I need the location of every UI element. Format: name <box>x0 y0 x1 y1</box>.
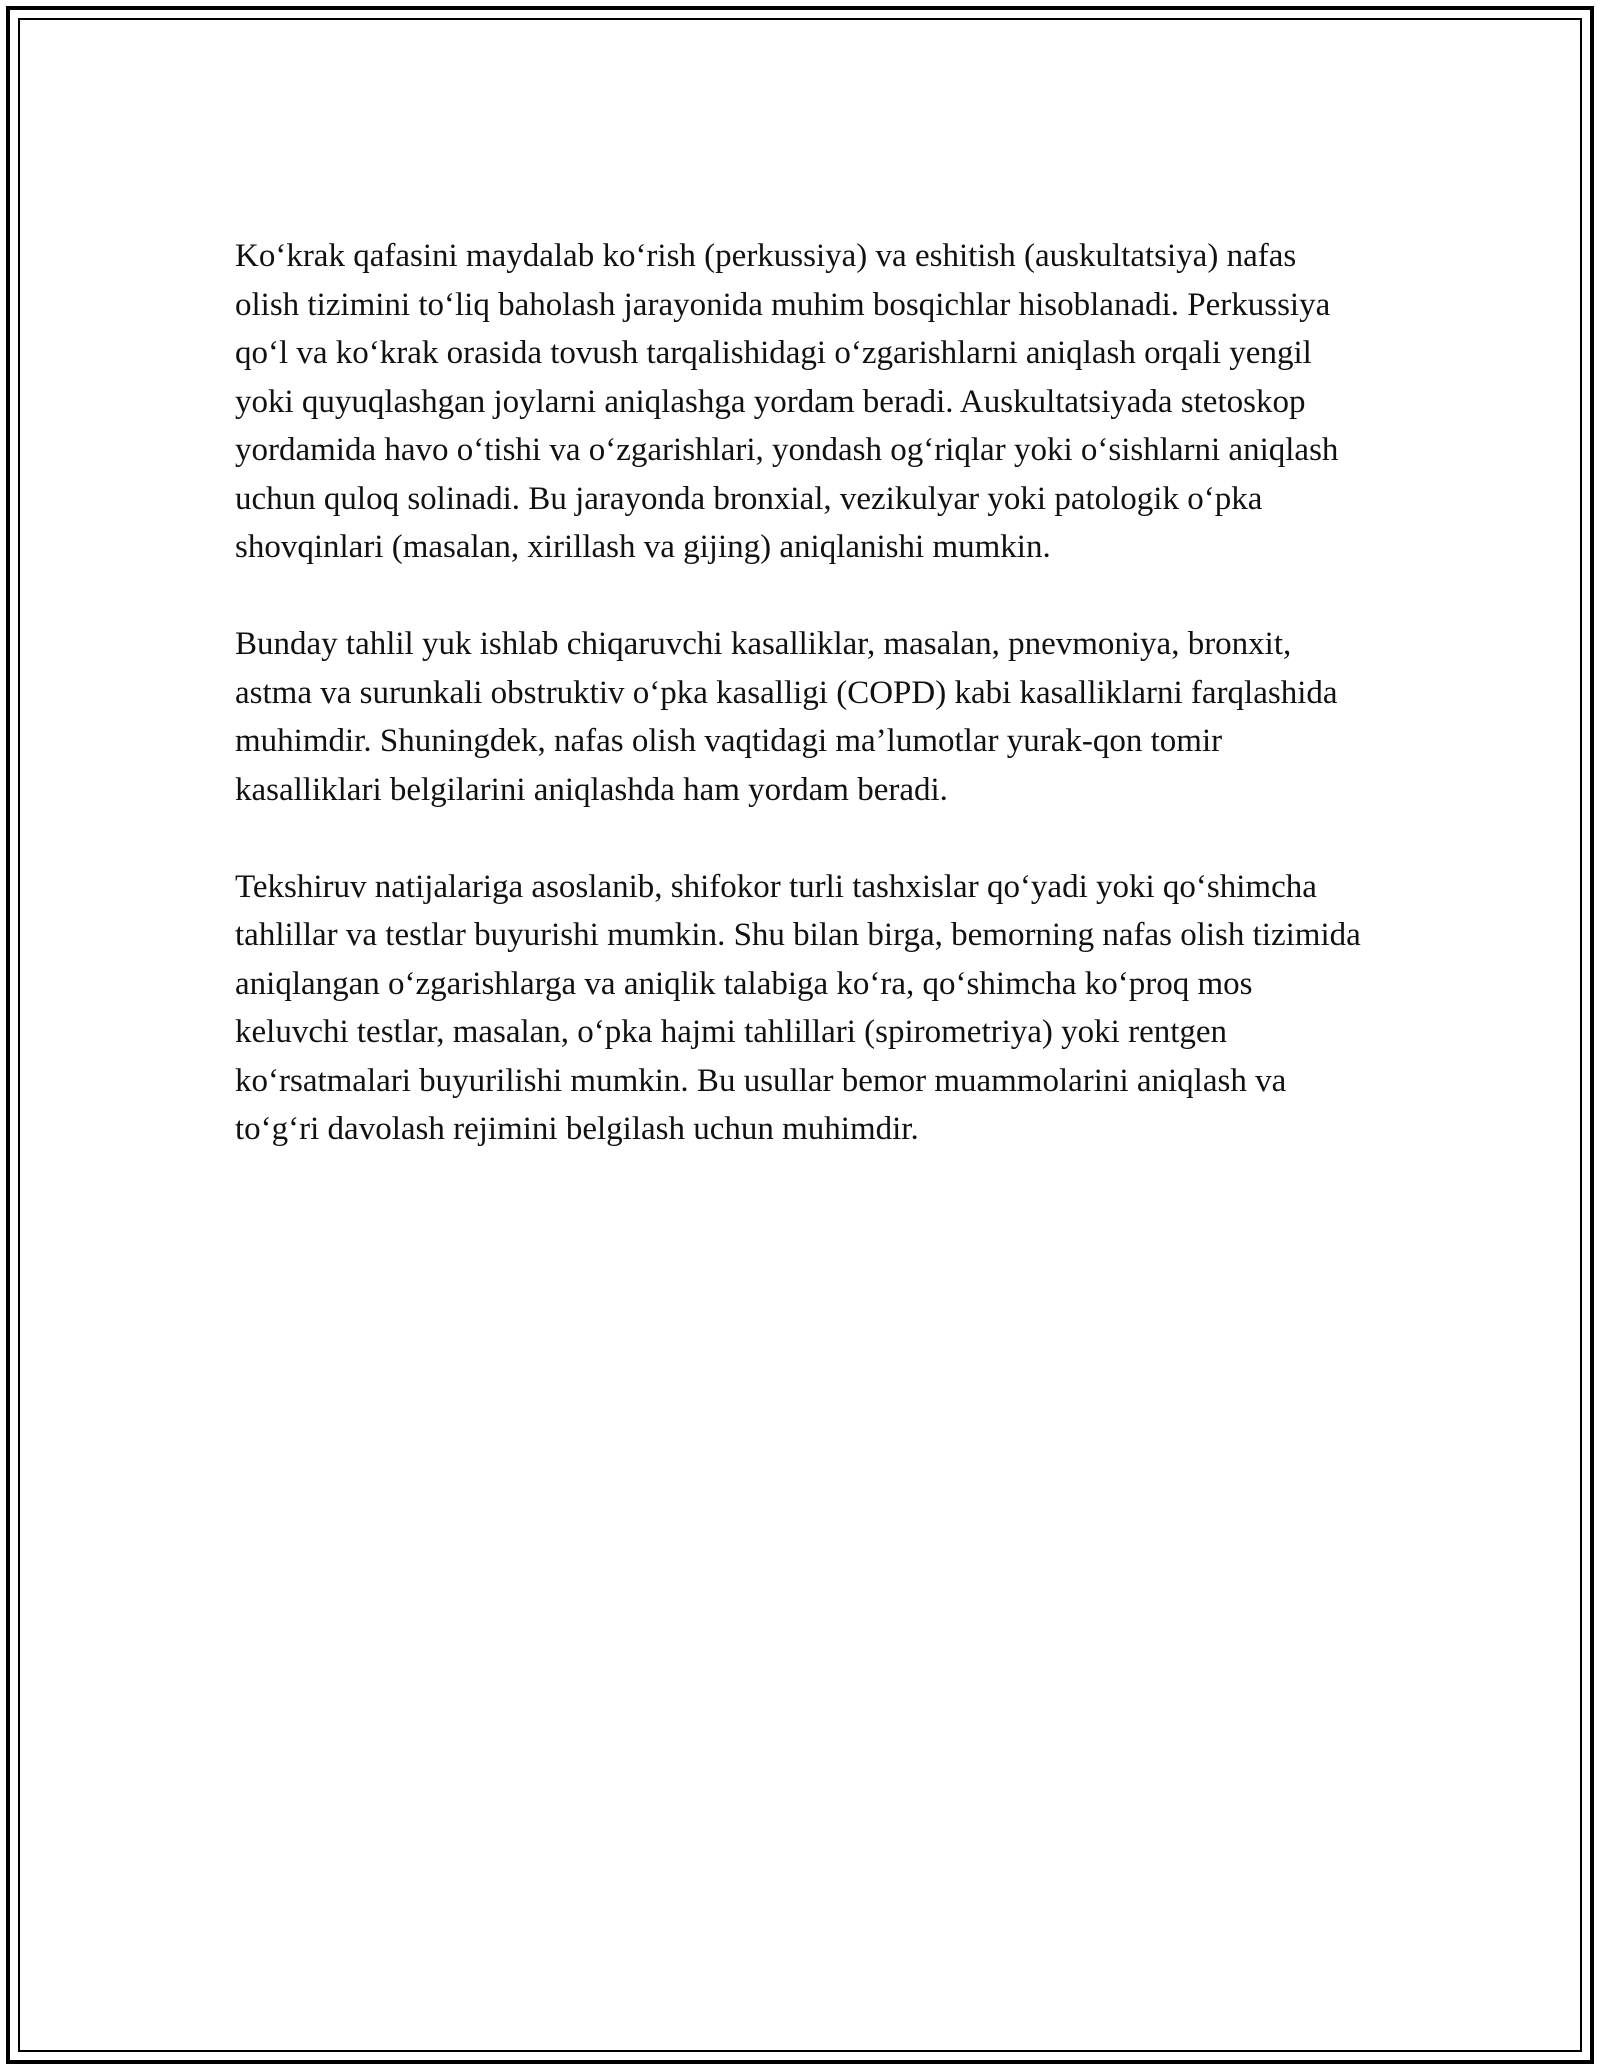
document-body <box>235 232 1365 1202</box>
paragraph-1: Ko‘krak qafasini maydalab ko‘rish (perkussiya) va eshitish (auskultatsiya) nafas olish tizimini to‘liq baholash jarayonida muhim bosqichlar hisoblanadi. Perkussiya qo‘l va ko‘krak orasida tovush tarqalishidagi o‘zgarishlarni aniqlash orqali yengil yoki quyuqlashgan joylarni aniqlashga yordam beradi. Auskultatsiyada stetoskop yordamida havo o‘tishi va o‘zgarishlari, yondash og‘riqlar yoki o‘sishlarni aniqlash uchun quloq solinadi. Bu jarayonda bronxial, vezikulyar yoki patologik o‘pka shovqinlari (masalan, xirillash va gijing) aniqlanishi mumkin. <box>235 238 1339 565</box>
paragraph-3: Tekshiruv natijalariga asoslanib, shifokor turli tashxislar qo‘yadi yoki qo‘shimcha tahlillar va testlar buyurishi mumkin. Shu bilan birga, bemorning nafas olish tizimida aniqlangan o‘zgarishlarga va aniqlik talabiga ko‘ra, qo‘shimcha ko‘proq mos keluvchi testlar, masalan, o‘pka hajmi tahlillari (spirometriya) yoki rentgen ko‘rsatmalari buyurilishi mumkin. Bu usullar bemor muammolarini aniqlash va to‘g‘ri davolash rejimini belgilash uchun muhimdir. <box>235 868 1361 1147</box>
paragraph-2: Bunday tahlil yuk ishlab chiqaruvchi kasalliklar, masalan, pnevmoniya, bronxit, astma va surunkali obstruktiv o‘pka kasalligi (COPD) kabi kasalliklarni farqlashida muhimdir. Shuningdek, nafas olish vaqtidagi ma’lumotlar yurak-qon tomir kasalliklari belgilarini aniqlashda ham yordam beradi. <box>235 626 1338 808</box>
